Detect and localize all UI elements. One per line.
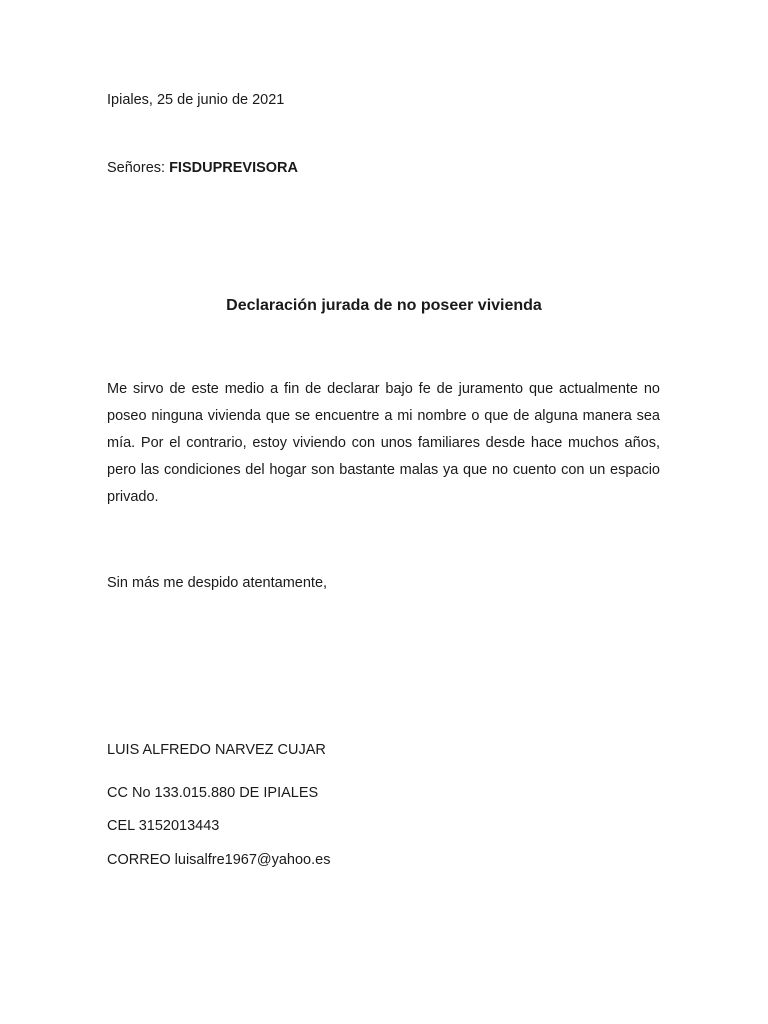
signatory-email: CORREO luisalfre1967@yahoo.es bbox=[107, 852, 331, 868]
closing-line: Sin más me despido atentamente, bbox=[107, 575, 328, 591]
recipient-line bbox=[107, 159, 298, 177]
letter-date: Ipiales, 25 de junio de 2021 bbox=[107, 92, 285, 108]
signatory-phone: CEL 3152013443 bbox=[107, 818, 220, 834]
signatory-id: CC No 133.015.880 DE IPIALES bbox=[107, 785, 319, 801]
recipient-prefix: Señores: bbox=[107, 160, 166, 176]
signatory-name: LUIS ALFREDO NARVEZ CUJAR bbox=[107, 742, 326, 758]
recipient-name: FISDUPREVISORA bbox=[169, 160, 298, 176]
declaration-body: Me sirvo de este medio a fin de declarar bajo fe de juramento que actualmente no poseo ninguna vivienda que se encuentre a mi nombre o que de alguna manera sea mía. Por el contrario, estoy viviendo con unos familiares desde hace muchos años, pero las condiciones del hogar son bastante malas ya que no cuento con un espacio privado. bbox=[107, 381, 660, 505]
document-title: Declaración jurada de no poseer vivienda bbox=[226, 297, 542, 314]
